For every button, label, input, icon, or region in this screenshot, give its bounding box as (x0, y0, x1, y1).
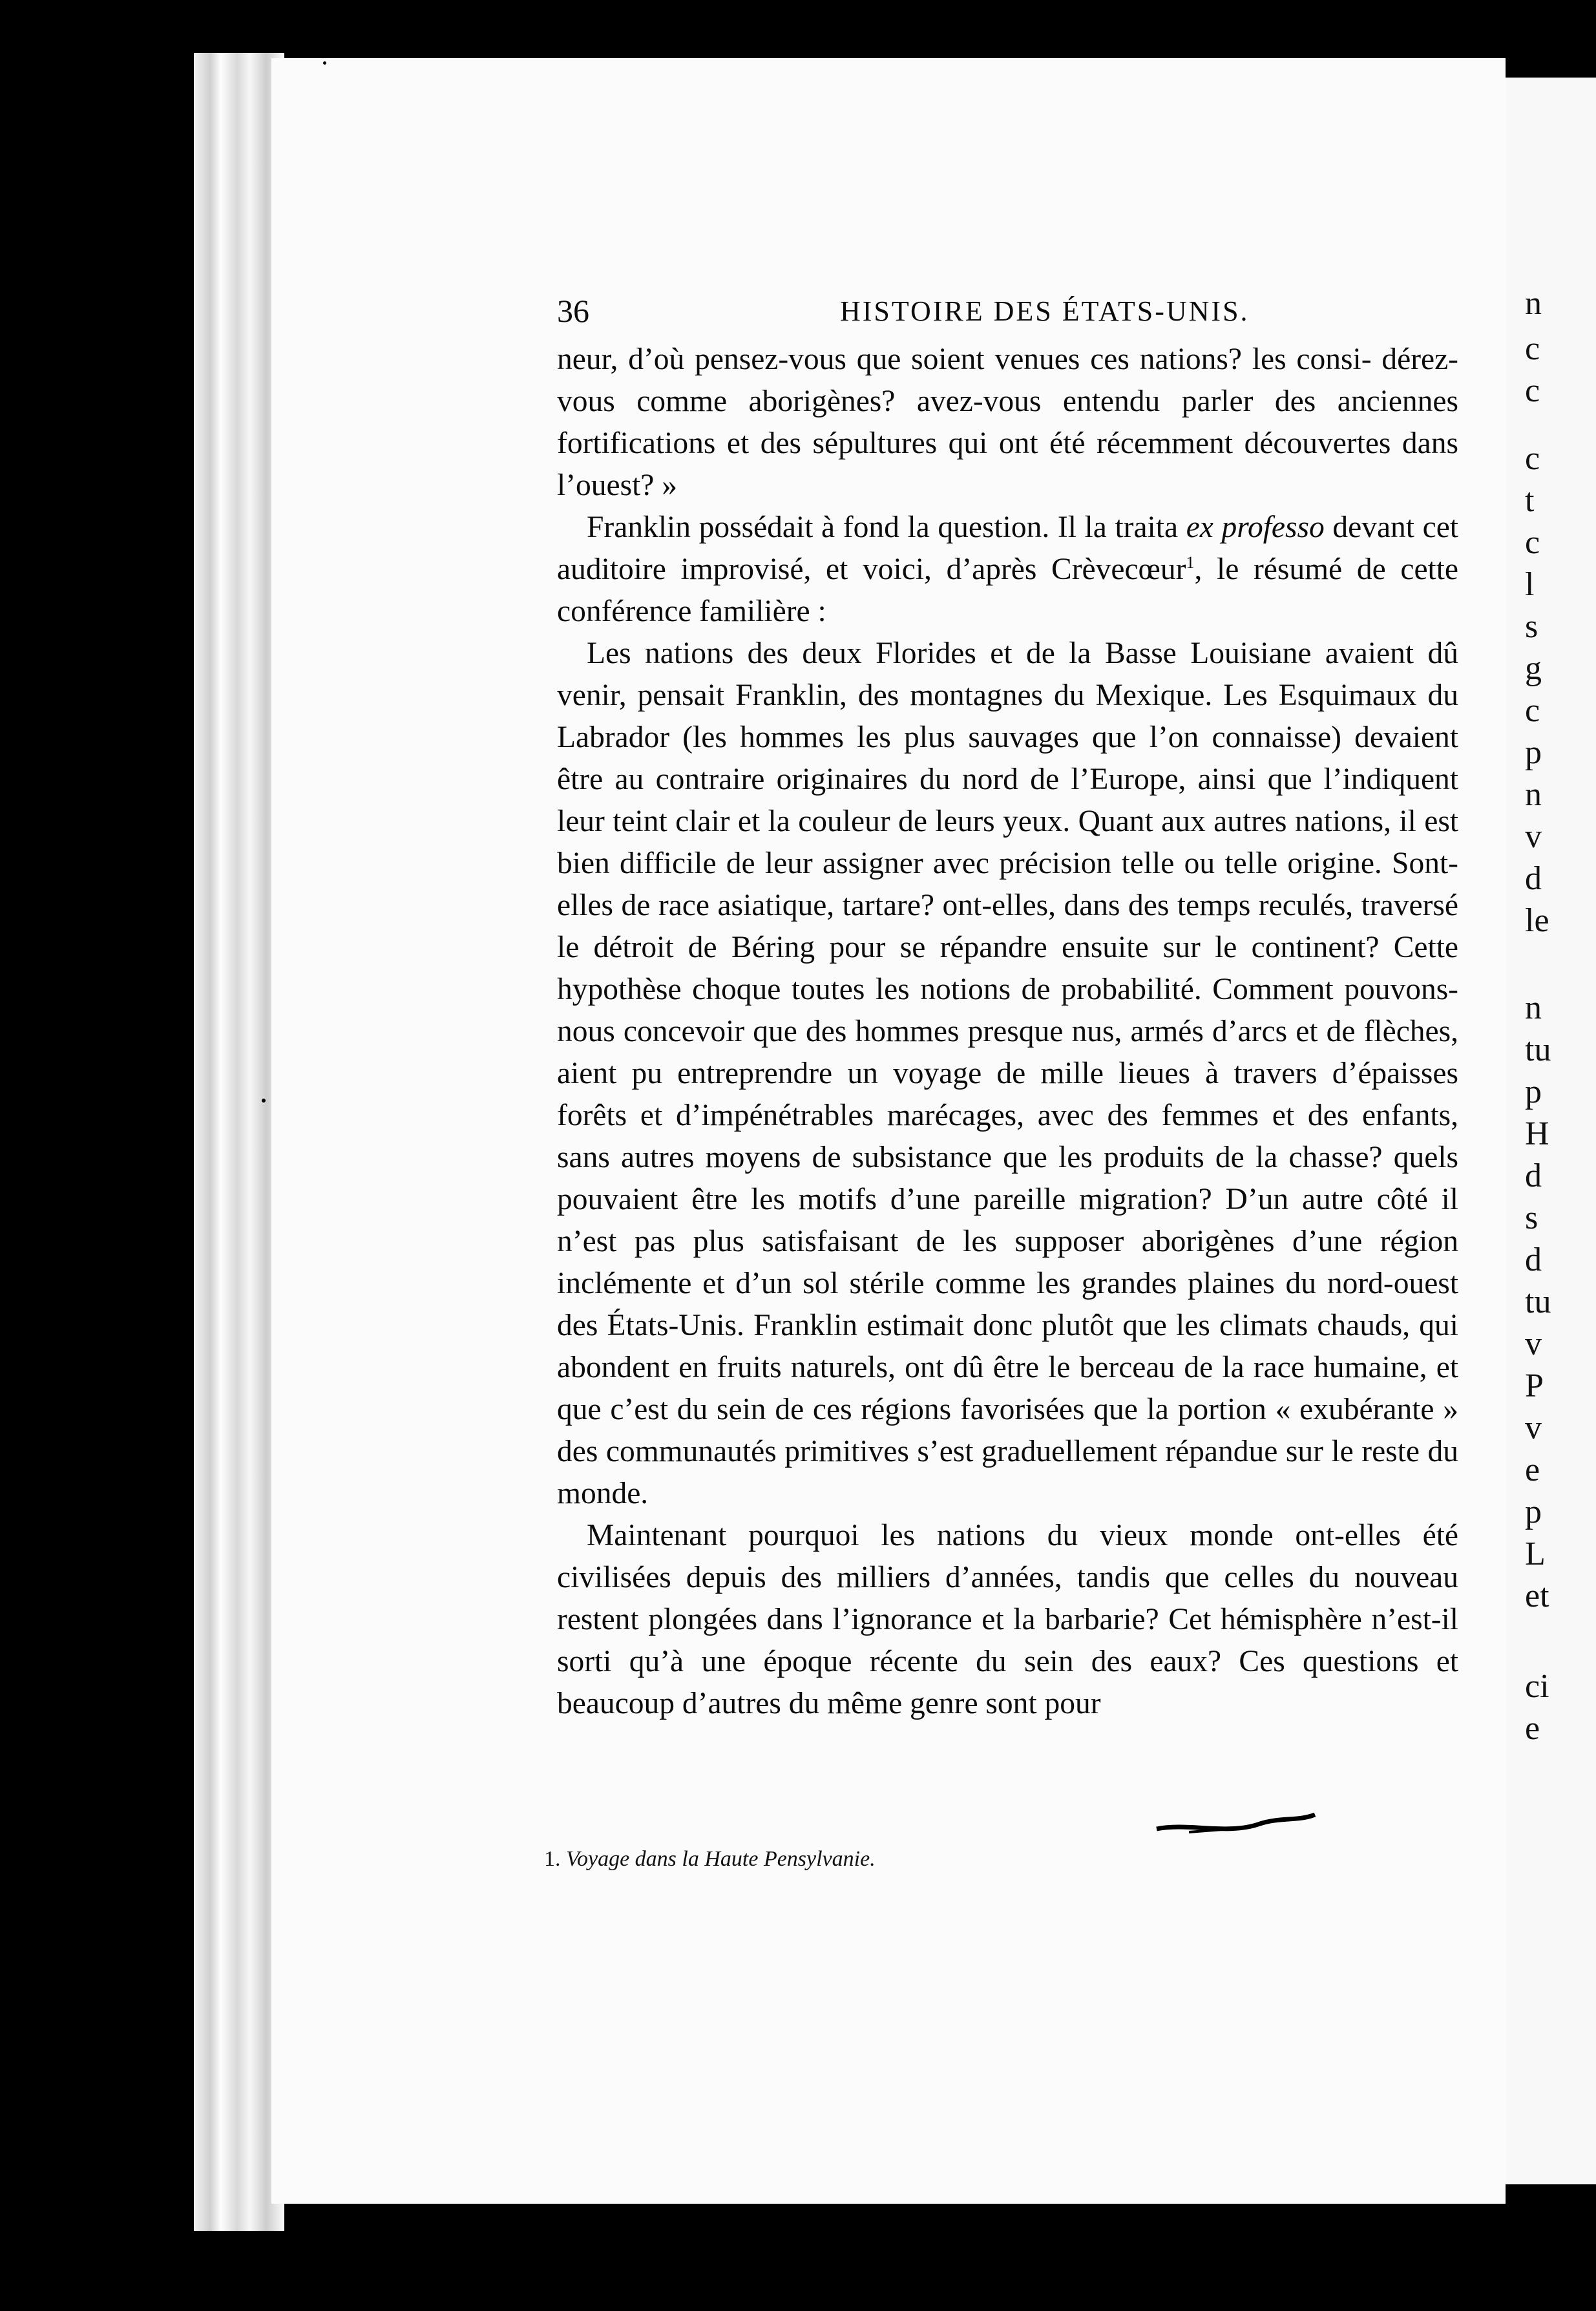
facing-page-fragment: c (1525, 692, 1540, 729)
facing-page-fragment: p (1525, 734, 1542, 771)
scan-speck (262, 1099, 266, 1103)
ink-stroke-mark (1150, 1810, 1318, 1842)
paragraph-text: , le résumé de cette conférence familière : (557, 553, 1459, 628)
facing-page-fragment: g (1525, 650, 1542, 687)
facing-page-fragment: le (1525, 902, 1549, 939)
paragraph-continued (557, 339, 1458, 507)
facing-page-fragment: tu (1525, 1031, 1551, 1068)
facing-page-fragment: ci (1525, 1668, 1549, 1705)
facing-page-fragment: d (1525, 860, 1542, 897)
facing-page-fragment: c (1525, 440, 1540, 477)
paragraph-franklin (557, 507, 1458, 633)
italic-phrase: ex professo (1186, 511, 1325, 544)
footnote-number: 1. (544, 1847, 561, 1871)
facing-page-fragment: c (1525, 372, 1540, 409)
text-line: neur, d’où pensez-vous que soient venues ces nations? les consi- (557, 343, 1382, 376)
text-line: découvertes dans l’ouest? » (557, 427, 1458, 502)
facing-page-fragment: H (1525, 1115, 1549, 1152)
facing-page-fragment: L (1525, 1535, 1546, 1572)
running-title: HISTOIRE DES ÉTATS-UNIS. (840, 295, 1250, 327)
text-line: anciennes fortifications et des sépultures qui ont été récemment (557, 385, 1458, 460)
paragraph-text: Franklin possédait à fond la question. Il la traita (587, 511, 1186, 544)
facing-page-fragment: tu (1525, 1283, 1551, 1320)
facing-page-fragment: d (1525, 1241, 1542, 1278)
scan-speck (323, 61, 326, 65)
facing-page-fragment: n (1525, 776, 1542, 813)
facing-page-fragment: v (1525, 1409, 1542, 1446)
facing-page-fragment: v (1525, 818, 1542, 855)
footnote (544, 1847, 1384, 1872)
page-number: 36 (557, 293, 589, 329)
facing-page-fragment: c (1525, 524, 1540, 561)
facing-page-fragment: s (1525, 608, 1538, 645)
footnote-text: Voyage dans la Haute Pensylvanie. (566, 1847, 876, 1871)
paragraph-text: devant cet auditoire improvisé, et voici, d’après Crèvecœur (557, 511, 1458, 586)
facing-page-fragment: c (1525, 330, 1540, 367)
facing-page-edge (1506, 78, 1596, 2184)
facing-page-fragment: e (1525, 1451, 1540, 1488)
facing-page-fragment: t (1525, 482, 1535, 519)
facing-page-fragment: n (1525, 285, 1542, 322)
facing-page-fragment: e (1525, 1710, 1540, 1747)
footnote-reference[interactable]: 1 (1186, 553, 1195, 573)
facing-page-fragment: v (1525, 1325, 1542, 1362)
facing-page-fragment: p (1525, 1073, 1542, 1110)
page-stack-edge (194, 53, 284, 2231)
facing-page-fragment: P (1525, 1367, 1544, 1404)
facing-page-fragment: l (1525, 566, 1535, 603)
paragraph-origins: Les nations des deux Florides et de la Basse Louisiane avaient dû venir, pensait Franklin, des montagnes du Mexique. Les Esquimaux du Labrador (les hommes les plus sauvages que l’on connaisse) devaient être au contraire originaires du nord de l’Europe, ainsi que l’indiquent leur teint clair et la couleur de leurs yeux. Quant aux autres nations, il est bien difficile de leur assigner avec précision telle ou telle origine. Sont-elles de race asiatique, tartare? ont-elles, dans des temps reculés, traversé le détroit de Béring pour se répandre ensuite sur le continent? Cette hypothèse choque toutes les notions de probabilité. Comment pouvons-nous concevoir que des hommes presque nus, armés d’arcs et de flèches, aient pu entreprendre un voyage de mille lieues à travers d’épaisses forêts et d’impénétrables marécages, avec des femmes et des enfants, sans autres moyens de subsistance que les produits de la chasse? quels pouvaient être les motifs d’une pareille migration? D’un autre côté il n’est pas plus satisfaisant de les supposer aborigènes d’une région inclémente et d’un sol stérile comme les grandes plaines du nord-ouest des États-Unis. Franklin estimait donc plutôt que les climats chauds, qui abondent en fruits naturels, ont dû être le berceau de la race humaine, et que c’est du sein de ces régions favorisées que la portion « exubérante » des communautés primitives s’est graduellement répandue sur le reste du monde. (557, 637, 1458, 1510)
paragraph-questions: Maintenant pourquoi les nations du vieux monde ont-elles été civilisées depuis des milliers d’années, tandis que celles du nouveau restent plongées dans l’ignorance et la barbarie? Cet hémisphère n’est-il sorti qu’à une époque récente du sein des eaux? Ces questions et beaucoup d’autres du même genre sont pour (557, 1519, 1458, 1720)
body-text (557, 339, 1458, 1725)
facing-page-fragment: n (1525, 989, 1542, 1026)
facing-page-fragment: d (1525, 1157, 1542, 1194)
facing-page-fragment: p (1525, 1493, 1542, 1530)
running-head (557, 292, 1462, 337)
text-line: dérez-vous comme aborigènes? avez-vous entendu parler des (557, 343, 1458, 418)
facing-page-fragment: et (1525, 1578, 1549, 1614)
facing-page-fragment: s (1525, 1199, 1538, 1236)
